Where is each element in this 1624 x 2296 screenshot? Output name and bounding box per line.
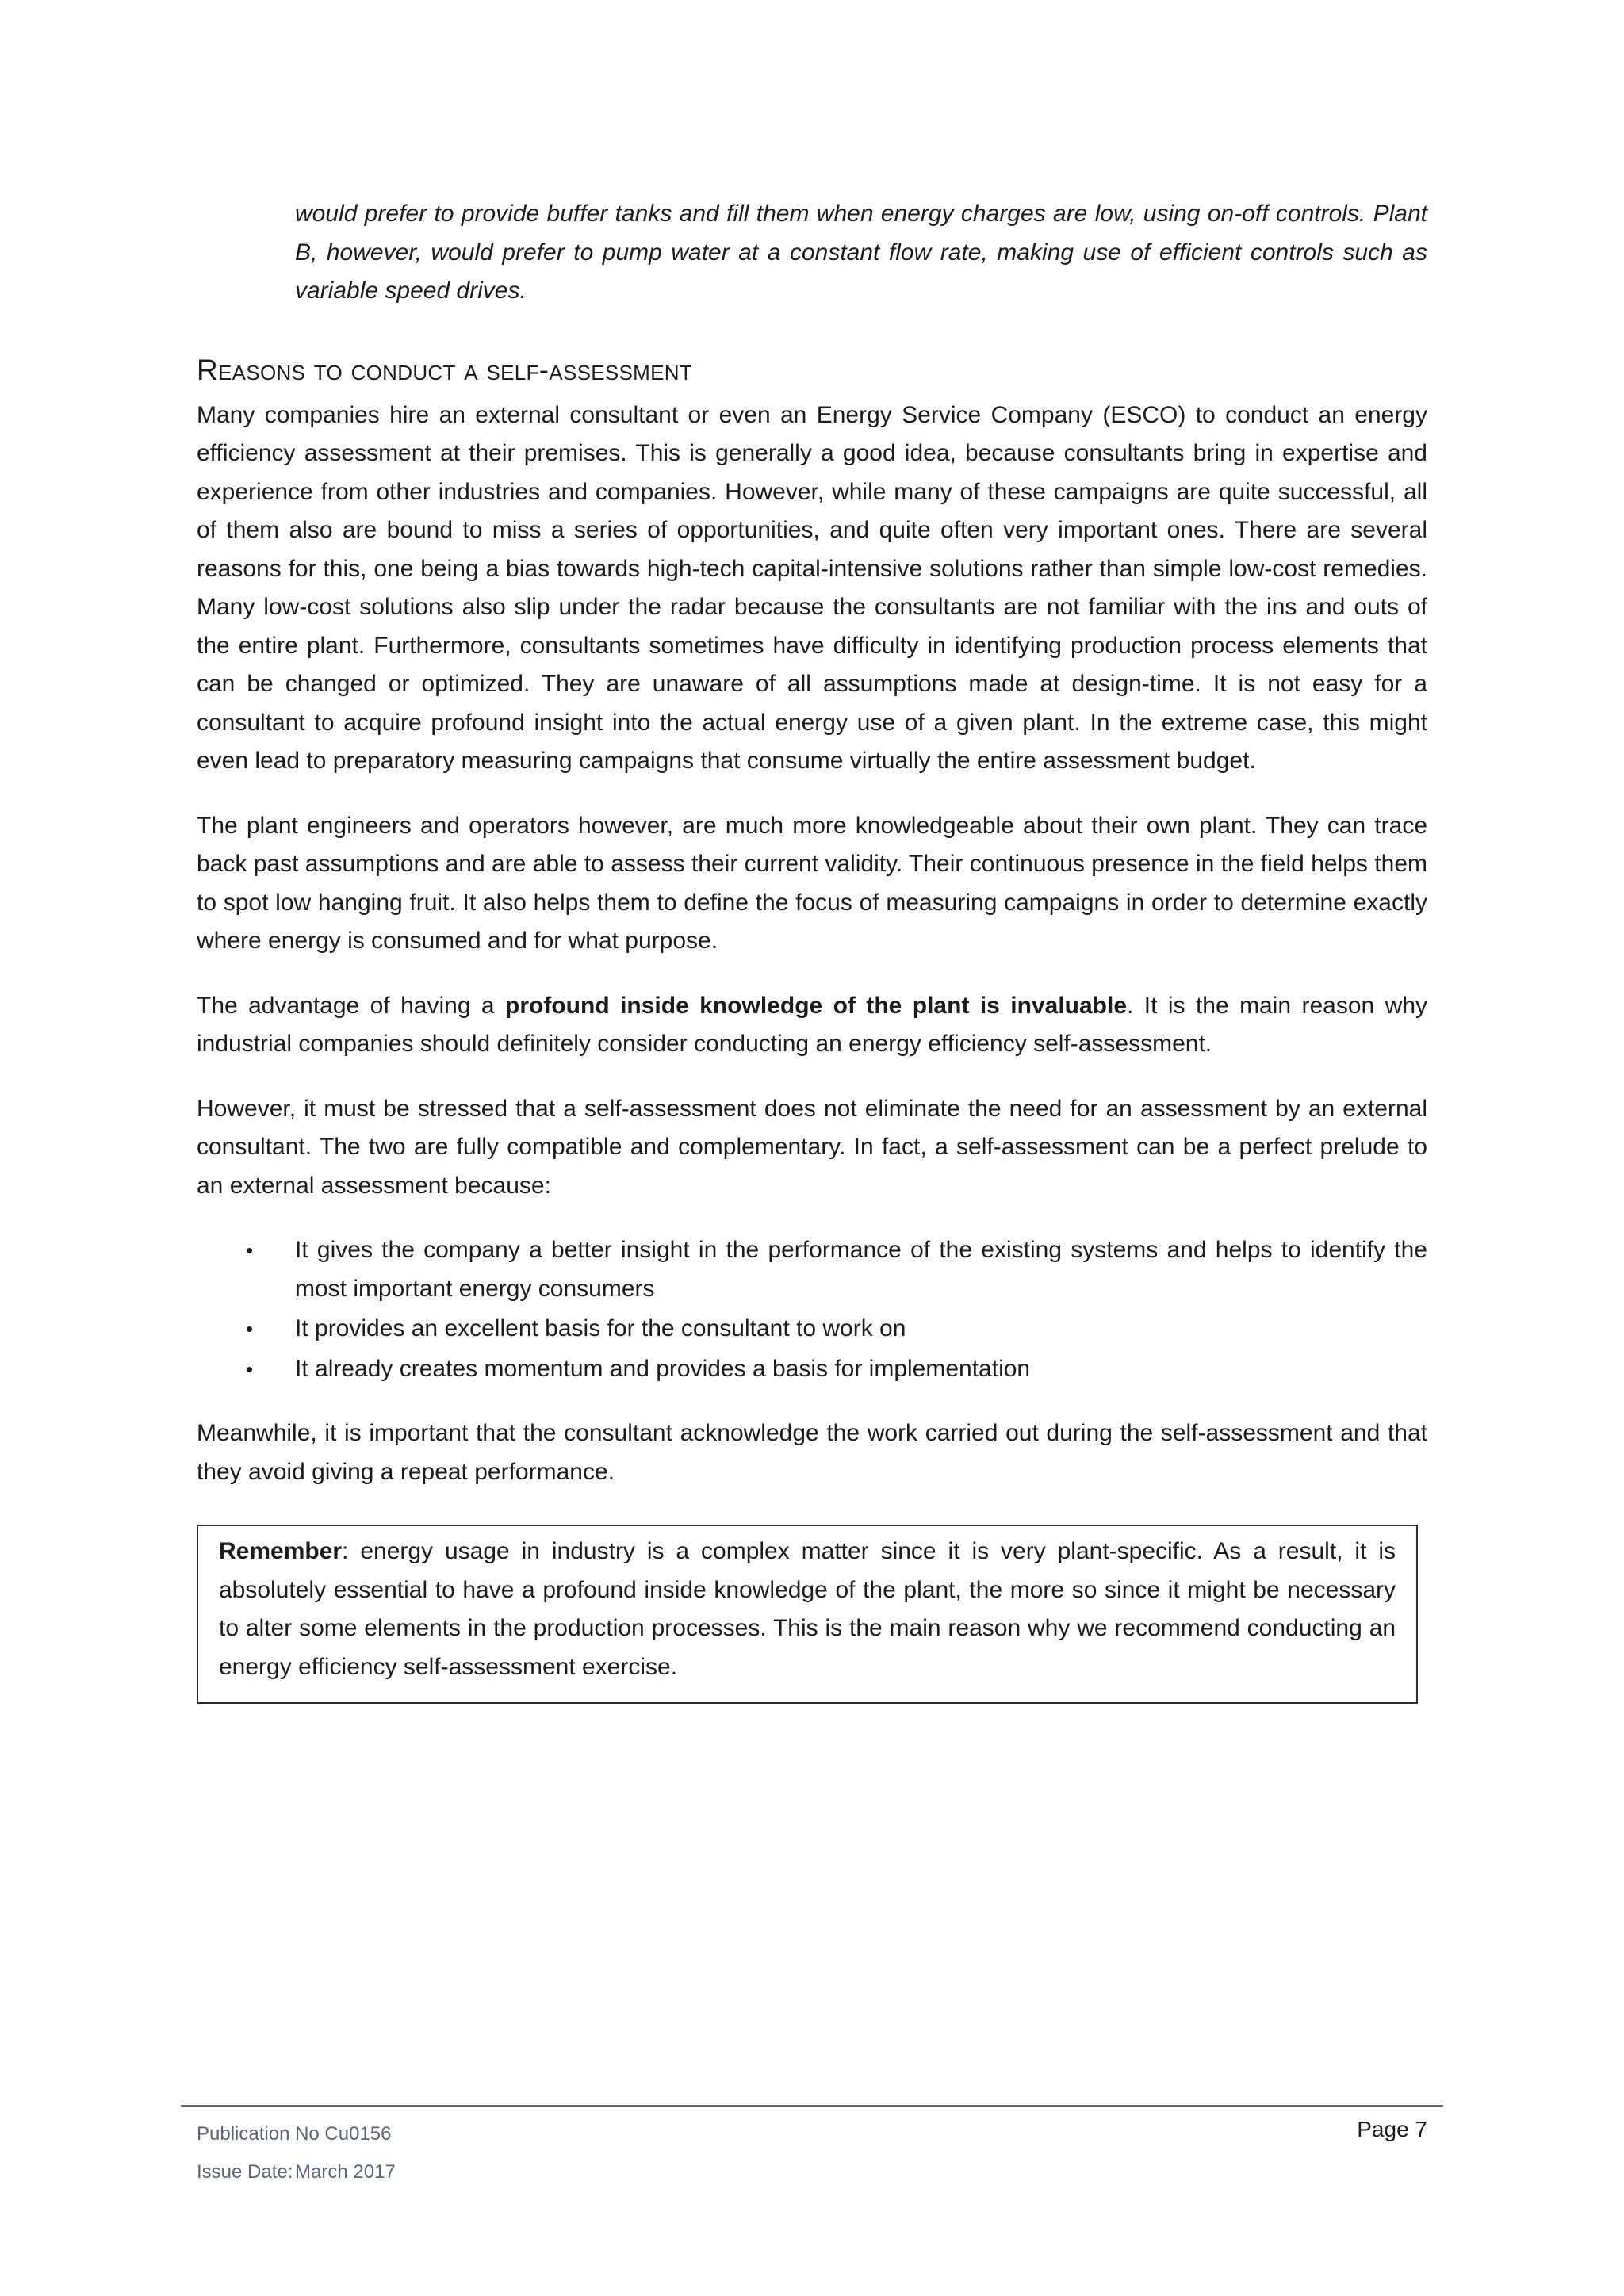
bullet-item <box>197 1231 1427 1308</box>
paragraph-3-after: . It is the main reason why industrial companies should definitely consider conducting an energy efficiency self-assessment. <box>197 992 1428 1057</box>
remember-body: : energy usage in industry is a complex matter since it is very plant-specific. As a result, it is absolutely essential to have a profound inside knowledge of the plant, the more so since it might be necessary to alter some elements in the production processes. This is the main reason why we recommend conducting an energy efficiency self-assessment exercise. <box>219 1538 1396 1680</box>
paragraph-4: However, it must be stressed that a self-assessment does not eliminate the need for an assessment by an external consultant. The two are fully compatible and complementary. In fact, a self-assessment can be a perfect prelude to an external assessment because: <box>197 1095 1427 1199</box>
footer-info <box>197 2115 396 2191</box>
paragraph-3-before: The advantage of having a <box>197 992 506 1019</box>
footer-divider <box>181 2105 1443 2107</box>
bullet-icon: • <box>246 1357 254 1381</box>
bullet-icon: • <box>246 1317 254 1341</box>
intro-italic-paragraph: would prefer to provide buffer tanks and fill them when energy charges are low, using on-off controls. Plant B, however, would prefer to pump water at a constant flow rate, making use of efficient controls such as variable speed drives. <box>295 201 1427 304</box>
paragraph-3 <box>197 987 1427 1064</box>
footer-issue-row <box>197 2153 396 2191</box>
remember-callout-box <box>197 1525 1418 1704</box>
page-number: Page 7 <box>1357 2117 1427 2141</box>
paragraph-3-bold: profound inside knowledge of the plant is invaluable <box>505 992 1128 1019</box>
remember-label: Remember <box>219 1538 343 1564</box>
bullet-list <box>197 1231 1427 1388</box>
footer-publication: Publication No Cu0156 <box>197 2123 392 2145</box>
bullet-icon: • <box>246 1238 254 1262</box>
page-content <box>197 195 1427 1704</box>
remember-text <box>219 1533 1396 1686</box>
section-heading: Reasons to conduct a self-assessment <box>197 353 693 386</box>
paragraph-2: The plant engineers and operators however, are much more knowledgeable about their own plant. They can trace back past assumptions and are able to assess their current validity. Their continuous presence in the field helps them to spot low hanging fruit. It also helps them to define the focus of measuring campaigns in order to determine exactly where energy is consumed and for what purpose. <box>197 812 1427 954</box>
bullet-item <box>197 1310 1427 1349</box>
bullet-text: It provides an excellent basis for the consultant to work on <box>295 1315 906 1341</box>
footer-issue-label: Issue Date: <box>197 2161 293 2183</box>
bullet-text: It gives the company a better insight in the performance of the existing systems and helps to identify the most important energy consumers <box>295 1237 1427 1302</box>
paragraph-5: Meanwhile, it is important that the consultant acknowledge the work carried out during the self-assessment and that they avoid giving a repeat performance. <box>197 1420 1427 1485</box>
bullet-text: It already creates momentum and provides a basis for implementation <box>295 1355 1031 1382</box>
footer-issue-date: March 2017 <box>295 2161 396 2183</box>
paragraph-1: Many companies hire an external consultant or even an Energy Service Company (ESCO) to conduct an energy efficiency assessment at their premises. This is generally a good idea, because consultants bring in expertise and experience from other industries and companies. However, while many of these campaigns are quite successful, all of them also are bound to miss a series of opportunities, and quite often very important ones. There are several reasons for this, one being a bias towards high-tech capital-intensive solutions rather than simple low-cost remedies. Many low-cost solutions also slip under the radar because the consultants are not familiar with the ins and outs of the entire plant. Furthermore, consultants sometimes have difficulty in identifying production process elements that can be changed or optimized. They are unaware of all assumptions made at design-time. It is not easy for a consultant to acquire profound insight into the actual energy use of a given plant. In the extreme case, this might even lead to preparatory measuring campaigns that consume virtually the entire assessment budget. <box>197 401 1427 774</box>
bullet-item <box>197 1350 1427 1389</box>
